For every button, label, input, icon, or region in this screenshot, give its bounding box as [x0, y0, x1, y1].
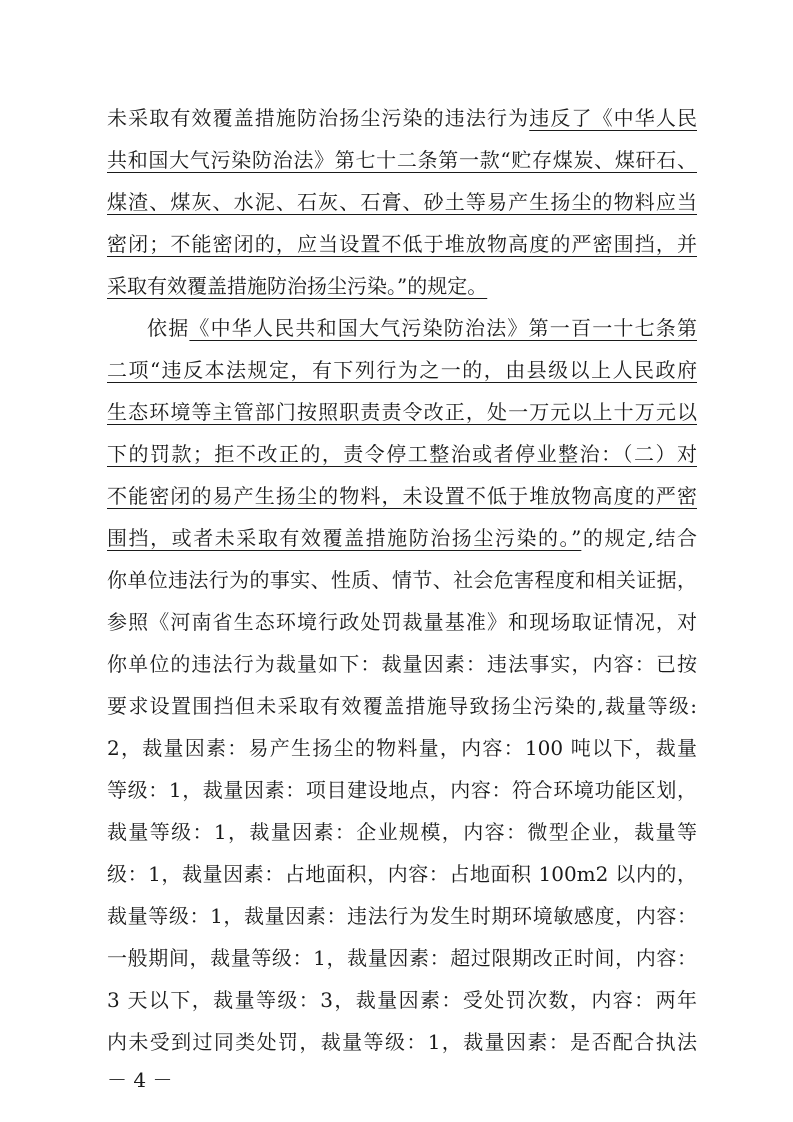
text-line-14 [107, 648, 697, 680]
underlined-text: 下的罚款；拒不改正的，责令停工整治或者停业整治：（二）对 [107, 442, 697, 466]
line-text: 的规定,结合 [581, 526, 697, 550]
text-line-10 [107, 480, 697, 512]
text-line-17 [107, 774, 697, 806]
line-text: 3 天以下，裁量等级：3，裁量因素：受处罚次数，内容：两年 [107, 988, 697, 1012]
text-line-8 [107, 396, 697, 428]
underlined-text: 围挡，或者未采取有效覆盖措施防治扬尘污染的。” [107, 526, 582, 550]
line-text: 内未受到过同类处罚，裁量等级：1，裁量因素：是否配合执法 [107, 1030, 697, 1054]
line-text: 裁量等级：1，裁量因素：企业规模，内容：微型企业，裁量等 [107, 820, 697, 844]
underlined-text: 密闭；不能密闭的，应当设置不低于堆放物高度的严密围挡，并 [107, 232, 697, 256]
line-text: 你单位的违法行为裁量如下：裁量因素：违法事实，内容：已按 [107, 652, 697, 676]
text-line-2 [107, 144, 697, 176]
line-text: 依据 [147, 316, 190, 340]
text-line-15 [107, 690, 697, 722]
text-line-20 [107, 900, 697, 932]
line-text: 要求设置围挡但未采取有效覆盖措施导致扬尘污染的,裁量等级: [107, 694, 697, 718]
line-text: 级：1，裁量因素：占地面积，内容：占地面积 100m2 以内的， [107, 862, 697, 886]
underlined-text: 违反了《中华人民 [529, 106, 697, 130]
text-line-1 [107, 102, 697, 134]
text-line-4 [107, 228, 697, 260]
text-line-9 [107, 438, 697, 470]
line-text: 裁量等级：1，裁量因素：违法行为发生时期环境敏感度，内容： [107, 904, 697, 928]
text-line-22 [107, 984, 697, 1016]
text-line-23 [107, 1026, 697, 1058]
underlined-text: 二项“违反本法规定，有下列行为之一的，由县级以上人民政府 [107, 358, 697, 382]
line-text: 你单位违法行为的事实、性质、情节、社会危害程度和相关证据， [107, 568, 697, 592]
page-number: － 4 － [107, 1068, 173, 1092]
underlined-text: 《中华人民共和国大气污染防治法》第一百一十七条第 [189, 316, 697, 340]
line-text: 参照《河南省生态环境行政处罚裁量基准》和现场取证情况，对 [107, 610, 697, 634]
line-text: 2，裁量因素：易产生扬尘的物料量，内容：100 吨以下，裁量 [107, 736, 697, 760]
underlined-text: 生态环境等主管部门按照职责责令改正，处一万元以上十万元以 [107, 400, 697, 424]
underlined-text: 采取有效覆盖措施防治扬尘污染。”的规定。 [107, 274, 488, 298]
underlined-text: 不能密闭的易产生扬尘的物料，未设置不低于堆放物高度的严密 [107, 484, 697, 508]
line-text: 未采取有效覆盖措施防治扬尘污染的违法行为 [107, 106, 530, 130]
text-line-5 [107, 270, 697, 302]
line-text: 一般期间，裁量等级：1，裁量因素：超过限期改正时间，内容： [107, 946, 697, 970]
text-line-16 [107, 732, 697, 764]
text-line-11 [107, 522, 697, 554]
text-line-13 [107, 606, 697, 638]
text-line-3 [107, 186, 697, 218]
text-line-18 [107, 816, 697, 848]
text-line-12 [107, 564, 697, 596]
text-line-7 [107, 354, 697, 386]
text-line-19 [107, 858, 697, 890]
text-line-6 [147, 312, 697, 344]
underlined-text: 共和国大气污染防治法》第七十二条第一款“贮存煤炭、煤矸石、 [107, 148, 697, 172]
line-text: 等级：1，裁量因素：项目建设地点，内容：符合环境功能区划， [107, 778, 697, 802]
underlined-text: 煤渣、煤灰、水泥、石灰、石膏、砂土等易产生扬尘的物料应当 [107, 190, 697, 214]
text-line-21 [107, 942, 697, 974]
